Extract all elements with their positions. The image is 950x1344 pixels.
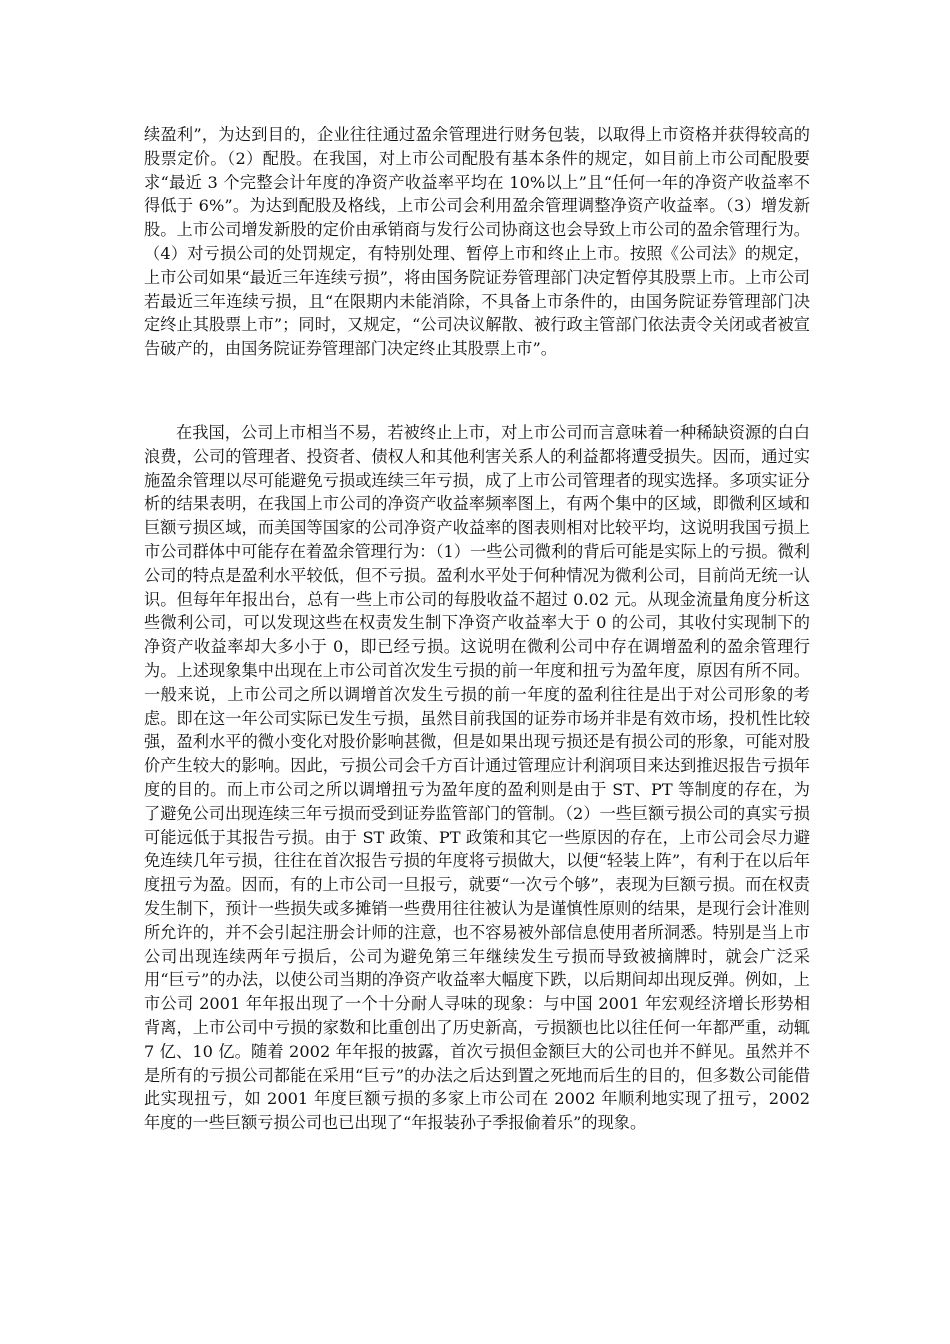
paragraph-2: 在我国，公司上市相当不易，若被终止上市，对上市公司而言意味着一种稀缺资源的白白浪费，公司的管理者、投资者、债权人和其他利害关系人的利益都将遭受损失。因而，通过实施盈余管理以尽可能避免亏损或连续三年亏损，成了上市公司管理者的现实选择。多项实证分析的结果表明，在我国上市公司的净资产收益率频率图上，有两个集中的区域，即微利区域和巨额亏损区域，而美国等国家的公司净资产收益率的图表则相对比较平均，这说明我国亏损上市公司群体中可能存在着盈余管理行为：（1）一些公司微利的背后可能是实际上的亏损。微利公司的特点是盈利水平较低，但不亏损。盈利水平处于何种情况为微利公司，目前尚无统一认识。但每年年报出台，总有一些上市公司的每股收益不超过 0.02 元。从现金流量角度分析这些微利公司，可以发现这些在权责发生制下净资产收益率大于 0 的公司，其收付实现制下的净资产收益率却大多小于 0，即已经亏损。这说明在微利公司中存在调增盈利的盈余管理行为。上述现象集中出现在上市公司首次发生亏损的前一年度和扭亏为盈年度，原因有所不同。一般来说，上市公司之所以调增首次发生亏损的前一年度的盈利往往是出于对公司形象的考虑。即在这一年公司实际已发生亏损，虽然目前我国的证券市场并非是有效市场，投机性比较强，盈利水平的微小变化对股价影响甚微，但是如果出现亏损还是有损公司的形象，可能对股价产生较大的影响。因此，亏损公司会千方百计通过管理应计利润项目来达到推迟报告亏损年度的目的。而上市公司之所以调增扭亏为盈年度的盈利则是由于 ST、PT 等制度的存在，为了避免公司出现连续三年亏损而受到证券监管部门的管制。（2）一些巨额亏损公司的真实亏损可能远低于其报告亏损。由于 ST 政策、PT 政策和其它一些原因的存在，上市公司会尽力避免连续几年亏损，往往在首次报告亏损的年度将亏损做大，以便“轻装上阵”，有利于在以后年度扭亏为盈。因而，有的上市公司一旦报亏，就要“一次亏个够”，表现为巨额亏损。而在权责发生制下，预计一些损失或多摊销一些费用往往被认为是谨慎性原则的结果，是现行会计准则所允许的，并不会引起注册会计师的注意，也不容易被外部信息使用者所洞悉。特别是当上市公司出现连续两年亏损后，公司为避免第三年继续发生亏损而导致被摘牌时，就会广泛采用“巨亏”的办法，以使公司当期的净资产收益率大幅度下跌，以后期间却出现反弹。例如，上市公司 2001 年年报出现了一个十分耐人寻味的现象：与中国 2001 年宏观经济增长形势相背离，上市公司中亏损的家数和比重创出了历史新高，亏损额也比以往任何一年都严重，动辄 7 亿、10 亿。随着 2002 年年报的披露，首次亏损但金额巨大的公司也并不鲜见。虽然并不是所有的亏损公司都能在采用“巨亏”的办法之后达到置之死地而后生的目的，但多数公司能借此实现扭亏，如 2001 年度巨额亏损的多家上市公司在 2002 年顺利地实现了扭亏，2002 年度的一些巨额亏损公司也已出现了“年报装孙子季报偷着乐”的现象。 (144, 423, 810, 1133)
paragraph-1: 续盈利”，为达到目的，企业往往通过盈余管理进行财务包装，以取得上市资格并获得较高的股票定价。（2）配股。在我国，对上市公司配股有基本条件的规定，如目前上市公司配股要求“最近 3 个完整会计年度的净资产收益率平均在 10%以上”且“任何一年的净资产收益率不得低于 6%”。为达到配股及格线，上市公司会利用盈余管理调整净资产收益率。（3）增发新股。上市公司增发新股的定价由承销商与发行公司协商这也会导致上市公司的盈余管理行为。（4）对亏损公司的处罚规定，有特别处理、暂停上市和终止上市。按照《公司法》的规定，上市公司如果“最近三年连续亏损”，将由国务院证券管理部门决定暂停其股票上市。上市公司若最近三年连续亏损，且“在限期内未能消除，不具备上市条件的，由国务院证券管理部门决定终止其股票上市”；同时，又规定，“公司决议解散、被行政主管部门依法责令关闭或者被宣告破产的，由国务院证券管理部门决定终止其股票上市”。 (144, 125, 810, 359)
